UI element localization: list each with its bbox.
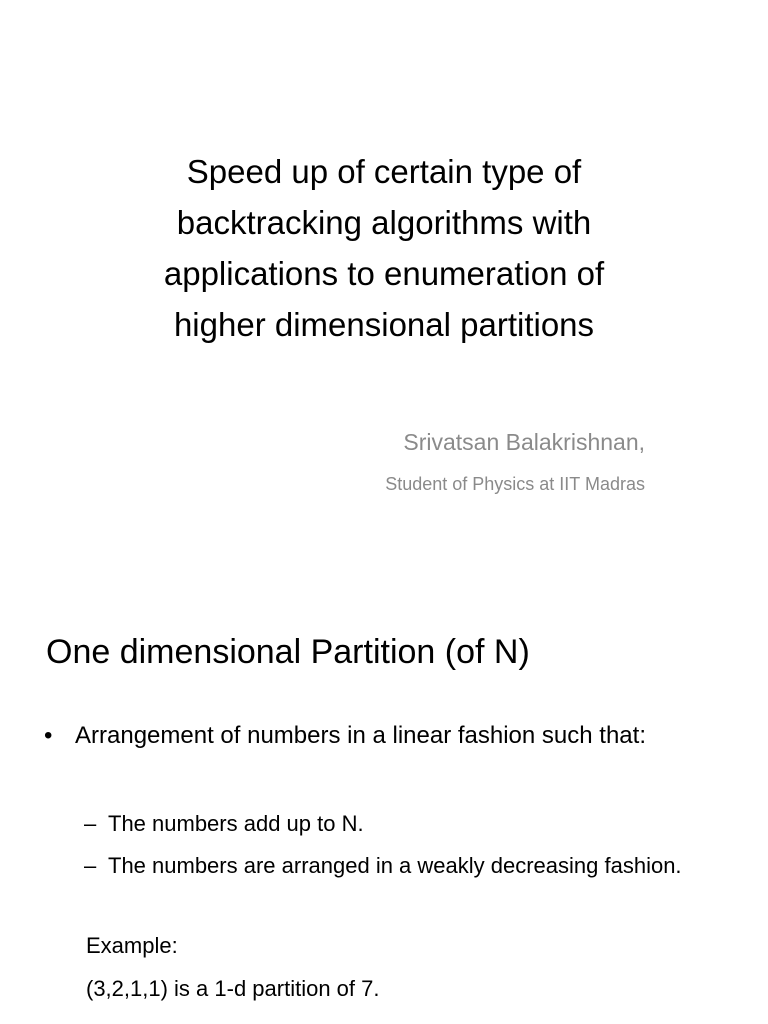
- sub-point-text: The numbers are arranged in a weakly decreasing fashion.: [108, 853, 682, 878]
- sub-point: [84, 806, 744, 841]
- dash-icon: –: [84, 853, 97, 878]
- content-slide: [0, 576, 768, 1024]
- title-line: higher dimensional partitions: [173, 306, 595, 343]
- example-label: Example:: [86, 933, 178, 958]
- presentation-title: [100, 146, 668, 350]
- sub-point-text: The numbers add up to N.: [108, 811, 364, 836]
- title-line: backtracking algorithms with: [176, 204, 592, 241]
- slide-title: One dimensional Partition (of N): [46, 633, 530, 671]
- bullet-dot-icon: •: [44, 722, 53, 749]
- example-text: (3,2,1,1) is a 1-d partition of 7.: [86, 976, 380, 1001]
- sub-point: [84, 848, 744, 883]
- author-name: Srivatsan Balakrishnan,: [403, 429, 645, 455]
- dash-icon: –: [84, 811, 97, 836]
- bullet-point: [44, 717, 724, 754]
- title-line: applications to enumeration of: [163, 255, 605, 292]
- author-affiliation: Student of Physics at IIT Madras: [385, 474, 645, 494]
- title-line: Speed up of certain type of: [186, 153, 582, 190]
- bullet-text: Arrangement of numbers in a linear fashion such that:: [75, 722, 646, 749]
